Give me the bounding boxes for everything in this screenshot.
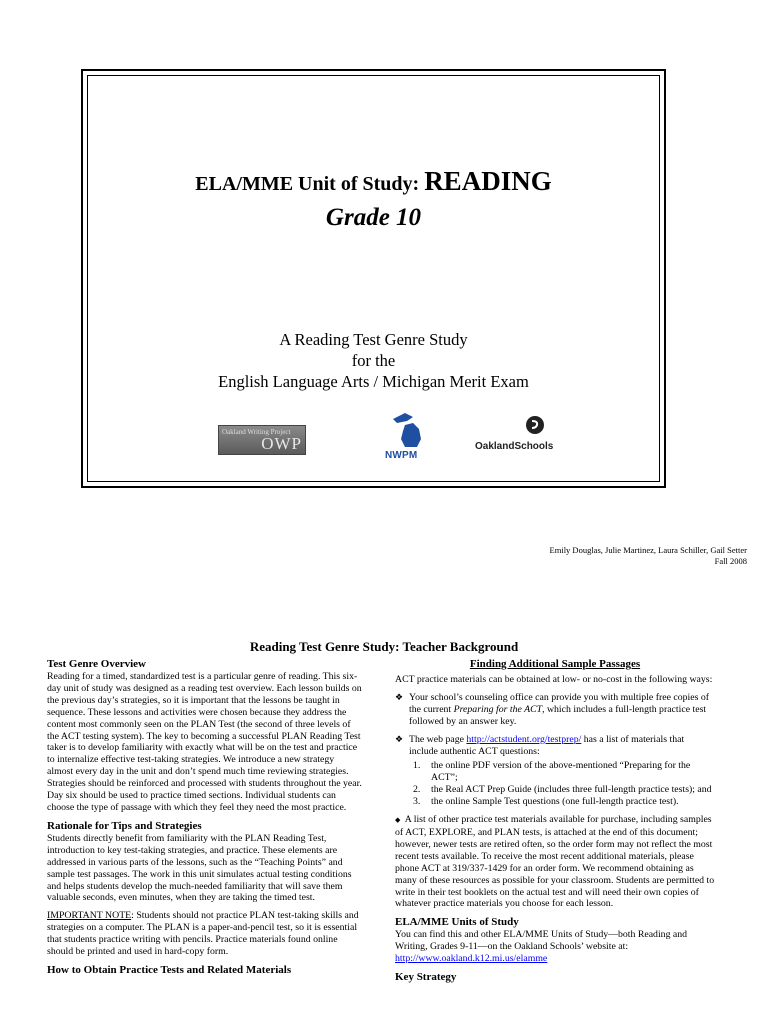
list-item-number: 2. <box>413 784 421 796</box>
michigan-map-icon <box>383 411 433 451</box>
logo-row <box>83 411 664 461</box>
rationale-text: Students directly benefit from familiarity with the PLAN Reading Test, introduction to key test-taking strategies, and practice. These elements are addressed in various parts of the lessons, such as the “Teaching Points” and sample test passages. The work in this unit simulates actual testing conditions and helps students develop the much-needed familiarity that will save them valuable seconds, even minutes, when they are taking the timed test. <box>47 832 352 904</box>
left-column <box>47 658 362 977</box>
subtitle-line-3: English Language Arts / Michigan Merit Exam <box>218 372 529 391</box>
diamond-bullet-icon: ❖ <box>395 733 404 744</box>
author-date: Fall 2008 <box>714 556 747 566</box>
bullet-1-text-a: Your school’s counseling office can provide you with multiple free copies of the current <box>409 691 710 715</box>
subtitle-line-1: A Reading Test Genre Study <box>279 330 468 349</box>
list-item-text: the online PDF version of the above-mentioned “Preparing for the ACT”; <box>431 760 691 784</box>
bullet-1-italic: Preparing for the ACT <box>453 703 543 715</box>
nwp-michigan-logo <box>383 411 433 459</box>
small-diamond-bullet-icon: ◆ <box>395 816 401 825</box>
right-column <box>395 658 715 984</box>
other-materials-body: A list of other practice test materials available for purchase, including samples of ACT, EXPLORE, and PLAN tests, is attached at the end of this document; however, newer tests are retired often, so the order form may not reflect the most recent tests available. To receive the most recent additional materials, please phone ACT at 319/337-1429 for an order form. We recommend obtaining as many of these resources as possible for your classroom. Students are permitted to write in their test booklets on the actual test and will need their own copies of whatever practice materials you choose for each lesson. <box>395 814 715 910</box>
list-item <box>413 784 715 796</box>
units-text <box>395 929 715 965</box>
important-note-label: IMPORTANT NOTE <box>47 910 132 922</box>
section-title-key-strategy: Key Strategy <box>395 971 457 984</box>
section-title-rationale: Rationale for Tips and Strategies <box>47 819 202 832</box>
bullet-2-text-b: has a list of materials that include authentic ACT questions: <box>409 733 685 757</box>
subtitle-line-2: for the <box>351 351 396 370</box>
list-item <box>413 760 715 784</box>
section-title-units: ELA/MME Units of Study <box>395 916 519 929</box>
bullet-counseling <box>395 692 715 728</box>
oakland-mark-icon <box>525 415 545 435</box>
bullet-1-text-b: , which includes a full-length practice test followed by an answer key. <box>409 703 707 727</box>
overview-text: Reading for a timed, standardized test is a particular genre of reading. This six-day unit of study was designed as a reading test overview. Each lesson builds on the previous day’s strategies, so it is important that the lessons be taught in sequence. These lessons and activities were chosen because they address the content most commonly seen on the PLAN Test (the second of three levels of the ACT testing system). The key to becoming a successful PLAN Reading Test taker is to develop familiarity with exactly what will be on the test and practice to internalize effective test-taking strategies. We introduce a new strategy almost every day in the unit and don’t spend much time reviewing strategies. Strategies should be reinforced and processed with students throughout the year. Day six should be used to practice timed sections. Individual students can choose the type of passage with which they feel they need the most practice. <box>47 671 362 813</box>
diamond-bullet-icon: ❖ <box>395 691 404 702</box>
actstudent-link[interactable]: http://actstudent.org/testprep/ <box>466 733 582 745</box>
section-title-sample-passages: Finding Additional Sample Passages <box>469 658 641 670</box>
owp-logo-bottom-text: OWP <box>261 434 302 453</box>
bullet-webpage <box>395 734 715 758</box>
oakland-schools-link[interactable]: http://www.oakland.k12.mi.us/elamme <box>395 953 548 965</box>
important-note-text: : Students should not practice PLAN test-taking skills and strategies on a computer. The PLAN is a paper-and-pencil test, so it is essential that students practice writing with pencils. Practice materials found online should be printed and used in hard-copy form. <box>47 910 359 958</box>
section-title-obtain: How to Obtain Practice Tests and Related Materials <box>47 963 292 976</box>
authors-block <box>550 545 747 567</box>
owp-logo <box>218 425 306 455</box>
cover-frame <box>81 69 666 488</box>
list-item-number: 1. <box>413 760 421 772</box>
list-item-text: the Real ACT Prep Guide (includes three full-length practice tests); and <box>431 784 712 796</box>
numbered-list <box>413 760 715 808</box>
cover-subtitle <box>83 329 664 392</box>
title-main: READING <box>424 166 552 196</box>
title-prefix: ELA/MME Unit of Study: <box>195 173 420 195</box>
section-title-overview: Test Genre Overview <box>47 658 146 670</box>
bullet-2-text-a: The web page <box>409 733 467 745</box>
oakland-schools-logo <box>475 415 555 459</box>
owp-logo-top-text: Oakland Writing Project <box>222 428 291 436</box>
list-item-number: 3. <box>413 796 421 808</box>
units-body: You can find this and other ELA/MME Units of Study—both Reading and Writing, Grades 9-11—on the Oakland Schools’ website at: <box>395 929 688 953</box>
author-names: Emily Douglas, Julie Martinez, Laura Schiller, Gail Setter <box>549 545 747 555</box>
important-note <box>47 910 362 958</box>
list-item <box>413 796 715 808</box>
cover-grade: Grade 10 <box>325 204 422 231</box>
other-materials-text <box>395 814 715 910</box>
list-item-text: the online Sample Test questions (one full-length practice test). <box>431 796 679 808</box>
oakland-logo-text: OaklandSchools <box>475 441 554 452</box>
nwp-logo-text: NWPM <box>385 450 418 461</box>
sample-passages-intro: ACT practice materials can be obtained at low- or no-cost in the following ways: <box>395 674 713 685</box>
cover-title <box>83 166 664 197</box>
background-heading: Reading Test Genre Study: Teacher Background <box>249 639 519 654</box>
